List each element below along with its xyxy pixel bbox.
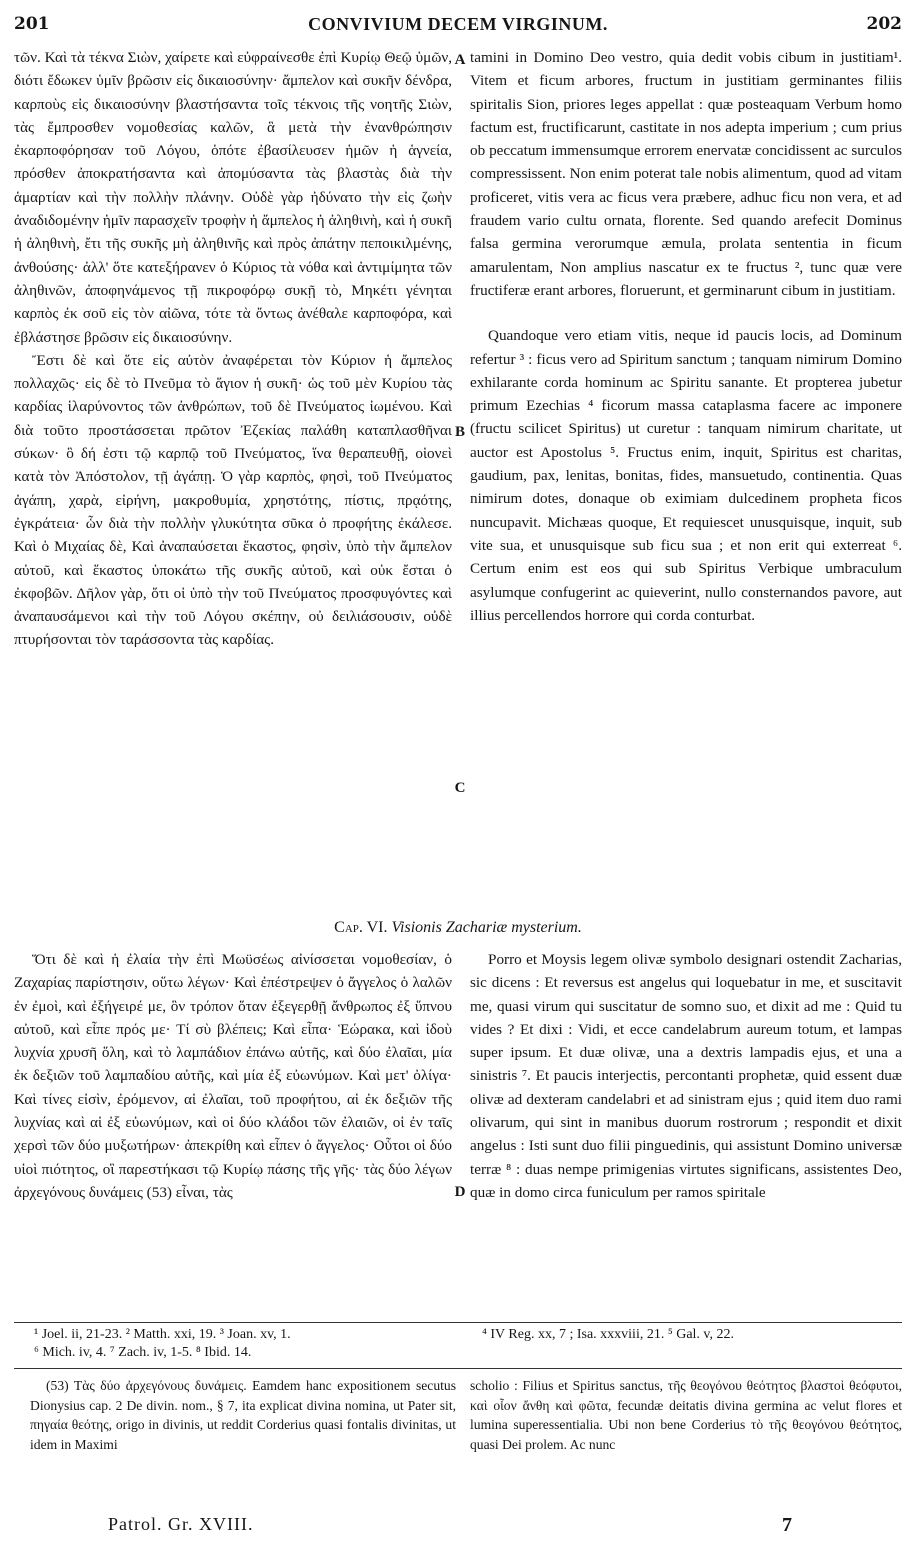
running-header (14, 14, 902, 40)
note-text: (53) Τὰς δύο ἀρχεγόνους δυνάμεις. Eamdem hanc expositionem secutus Dionysius cap. 2 De divin. nom., § 7, ita explicat divina nomina, ut Pater sit, πηγαία θεότης, origo in divinis, ut reddit Corderius quasi fontalis divinitas, ut idem in Maximi (30, 1378, 456, 1452)
notes-rule (14, 1368, 902, 1369)
latin-column-top (470, 46, 902, 914)
series-label: Patrol. Gr. XVIII. (108, 1514, 254, 1534)
signature-mark: 7 (782, 1514, 793, 1536)
note-53-left (30, 1376, 456, 1454)
greek-paragraph: τῶν. Καὶ τὰ τέκνα Σιὼν, χαίρετε καὶ εὐφραίνεσθε ἐπὶ Κυρίῳ Θεῷ ὑμῶν, διότι ἔδωκεν ὑμῖν βρῶσιν εἰς δικαιοσύνην· ἄμπελον καὶ συκῆν δένδρα, καρποὺς εἰς δικαιοσύνην βλαστήσαντα τοῖς τέκνοις τῆς νοητῆς Σιὼν, τὰς ἔμπροσθεν νομοθεσίας καλῶν, ἃ μετὰ τὴν ἐνανθρώπησιν ἐκαρποφόρησαν τοῦ Λόγου, ὁπότε ἐβασίλευσεν ἡμῶν ἡ ἁγνεία, πρόσθεν ἀποκρατήσαντα καὶ ἀπομύσαντα τὰς βλαστὰς διὰ τὴν ἁμαρτίαν καὶ τὴν πολλὴν πλάνην. Οὐδὲ γὰρ ἠδύνατο τὴν εἰς ζωὴν ἀναδιδομένην ἡμῖν παρασχεῖν τροφὴν ἡ ἄμπελος ἡ ἀληθινὴ, καὶ ἡ συκῆ ἡ ἀληθινὴ, ἔτι τῆς συκῆς μὴ ἀληθινῆς καὶ πρὸς ἀπάτην πεποικιλμένης, ἀνθούσης· ἀλλ' ὅτε κατεξήρανεν ὁ Κύριος τὰ νόθα καὶ ἀντιμίμητα τῶν ἀληθινῶν, ἀποφηνάμενος τῇ πικροφόρῳ συκῇ τὸ, Μηκέτι γένηται καρπὸς ἐκ σοῦ εἰς τὸν αἰῶνα, τότε τὰ ὄντως ἀνέθαλε καρποφόρα, καὶ ἐβλάστησε βρῶσιν εἰς δικαιοσύνην. (14, 49, 452, 346)
note-text: scholio : Filius et Spiritus sanctus, τῆς θεογόνου θεότητος βλαστοὶ θεόφυτοι, καὶ οἷον ἄνθη καὶ φῶτα, fecundæ deitatis divina germina ac velut flores et lumina superessentialia. Ubi non bene Corderius τὸ τῆς θεογόνου θεότητος, quasi Dei prolem. Ac nunc (470, 1378, 902, 1452)
greek-paragraph: Ὅτι δὲ καὶ ἡ ἐλαία τὴν ἐπὶ Μωϋσέως αἰνίσσεται νομοθεσίαν, ὁ Ζαχαρίας παρίστησιν, οὕτω λέγων· Καὶ ἐπέστρεψεν ὁ ἄγγελος ὁ λαλῶν ἐν ἐμοὶ, καὶ ἐξήγειρέ με, ὃν τρόπον ὅταν ἐξεγερθῇ ἄνθρωπος ἐξ ὕπνου αὐτοῦ, καὶ εἶπε πρός με· Τί σὺ βλέπεις; Καὶ εἶπα· Ἑώρακα, καὶ ἰδοὺ λυχνία χρυσῆ ὅλη, καὶ τὸ λαμπάδιον ἐπάνω αὐτῆς, καὶ δύο ἐλαῖαι, μία ἐκ δεξιῶν τοῦ λαμπαδίου αὐτῆς, καὶ μία ἐξ εὐωνύμων. Καὶ μετ' ὀλίγα· Καὶ τίνες εἰσὶν, ἐρόμενον, αἱ ἐλαῖαι, τοῦ προφήτου, αἱ ἐκ δεξιῶν τῆς λυχνίας καὶ αἱ ἐξ εὐωνύμων, καὶ οἱ δύο κλάδοι τῶν ἐλαιῶν, οἱ ἐν ταῖς χερσὶ τῶν δύο μυξωτήρων· ἀπεκρίθη καὶ εἶπεν ὁ ἄγγελος· Οὗτοι οἱ δύο υἱοὶ πιότητος, οἳ παρεστήκασι τῷ Κυρίῳ πάσης τῆς γῆς· τὰς δύο λέγων ἀρχεγόνους δυνάμεις (53) εἶναι, τὰς (14, 951, 452, 1201)
chapter-heading (14, 919, 902, 937)
latin-paragraph: tamini in Domino Deo vestro, quia dedit vobis cibum in justitiam¹. Vitem et ficum arbores, fructum in justitiam germinantes filiis spiritalis Sion, priores leges appellat : quæ posteaquam Verbum homo factum est, fructificarunt, castitate in nos adepta imperium ; cum prius ob peccatum immensumque errorem enervatæ concidissent ac surculos compressissent. Non enim poterat tale nobis alimentum, quod ad vitam proficeret, vitis vera ac ficus vera præbere, adhuc ficu non vera, et ad fraudem vario cultu ornata, florente. Sed quando arefecit Dominus falsa germina verorumque æmula, prolata sententia in ficum amarulentam, Non amplius nascatur ex te fructus ², tunc quæ vere fructiferæ erant arbores, floruerunt, et germinarunt cibum in justitiam. (470, 49, 902, 299)
note-53-right (470, 1376, 902, 1454)
greek-paragraph: Ἔστι δὲ καὶ ὅτε εἰς αὐτὸν ἀναφέρεται τὸν Κύριον ἡ ἄμπελος πολλαχῶς· εἰς δὲ τὸ Πνεῦμα τὸ ἅγιον ἡ συκῆ· ὡς τοῦ μὲν Κυρίου τὰς καρδίας ἱλαρύνοντος τῶν ἀνθρώπων, τοῦ δὲ Πνεύματος ἰωμένου. Καὶ διὰ τοῦτο προστάσσεται πρῶτον Ἐζεκίας παλάθη καταπλασθῆναι σύκων· ὃ δή ἐστι τῷ καρπῷ τοῦ Πνεύματος, ἵνα θεραπευθῇ, οἱονεὶ κατὰ τὸν Ἀπόστολον, τῇ ἀγάπῃ. Ὁ γὰρ καρπὸς, φησὶ, τοῦ Πνεύματος ἀγάπη, χαρὰ, εἰρήνη, μακροθυμία, χρηστότης, πίστις, πρᾳότης, ἐγκράτεια· ὧν διὰ τὴν πολλὴν γλυκύτητα σῦκα ὁ προφήτης ἐκάλεσε. Καὶ ὁ Μιχαίας δὲ, Καὶ ἀναπαύσεται ἕκαστος, φησὶν, ὑπὸ τὴν ἄμπελον αὐτοῦ, καὶ ἕκαστος ὑποκάτω τῆς συκῆς αὐτοῦ, καὶ οὐκ ἔσται ὁ ἐκφοβῶν. Δῆλον γὰρ, ὅτι οἱ ὑπὸ τὴν τοῦ Πνεύματος προσφυγόντες καὶ ἀναπαυσάμενοι καὶ τὴν τοῦ Λόγου σκέπην, οὐ δειλιάσουσιν, οὐδὲ πτυρήσονται τὸν ταράσσοντα τὰς καρδίας. (14, 351, 452, 649)
margin-marker-a: A (454, 52, 466, 68)
margin-marker-b: B (454, 424, 465, 440)
greek-column-top (14, 46, 452, 914)
margin-marker-c: C (454, 780, 466, 796)
footnote-rule (14, 1322, 902, 1323)
latin-paragraph: Porro et Moysis legem olivæ symbolo designari ostendit Zacharias, sic dicens : Et reversus est angelus qui loquebatur in me, et suscitavit me, quasi virum qui suscitatur de somno suo, et dixit ad me : Quid tu vides ? Et dixi : Vidi, et ecce candelabrum aureum totum, et lampas super ipsum. Et duæ olivæ, una a dextris lampadis ejus, et una a sinistris ⁷. Et paucis interjectis, percontanti prophetæ, quid essent duæ olivæ ad dexteram candelabri et ad sinistram ejus ; quid item duo rami olivarum, qui sint in manibus duorum rostrorum ; respondit et dixit angelus : Isti sunt duo filii pinguedinis, qui assistunt Domino universæ terræ ⁸ : duas nempe primigenias virtutes significans, assistentes Deo, quæ in domo circa funiculum per ramos spiritale (470, 951, 902, 1201)
latin-column-bottom (470, 948, 902, 1318)
left-page-number: 201 (14, 14, 50, 34)
greek-column-bottom (14, 948, 452, 1318)
chapter-title: Visionis Zachariæ mysterium. (391, 919, 582, 936)
latin-paragraph: Quandoque vero etiam vitis, neque id paucis locis, ad Dominum refertur ³ : ficus vero ad Spiritum sanctum ; tanquam nimirum Domino exhilarante corda hominum ac Spiritu sanante. Et propterea jubetur primum Ezechias ⁴ ficorum massa cataplasma facere ac imponere (fructu scilicet Spiritus) ut curetur : tanquam nimirum charitate, ut auctor est Apostolus ⁵. Fructus enim, inquit, Spiritus est charitas, gaudium, pax, lenitas, bonitas, fides, mansuetudo, continentia. Quas nimirum dotes, donaque ob eximiam dulcedinem propheta ficos nuncupavit. Michæas quoque, Et requiescet unusquisque, inquit, sub vite sua, et unusquisque sub ficu sua ; et non erit qui exterreat ⁶. Certum enim est eos qui sub Spiritus Verbique umbraculum asylumque confugerint ac quieverint, nullo consternandos pavore, aut illius percellendos horrore qui corda conturbat. (470, 327, 902, 624)
margin-marker-d: D (454, 1184, 466, 1200)
footnote-line: ⁴ IV Reg. xx, 7 ; Isa. xxxviii, 21. ⁵ Gal. v, 22. (482, 1327, 735, 1342)
footnotes-left (34, 1326, 464, 1362)
right-page-number: 202 (866, 14, 902, 34)
footnote-line: ¹ Joel. ii, 21-23. ² Matth. xxi, 19. ³ Joan. xv, 1. (34, 1327, 291, 1342)
footnotes-right (482, 1326, 902, 1344)
chapter-label: Cap. VI. (334, 919, 388, 936)
running-title: CONVIVIUM DECEM VIRGINUM. (308, 14, 608, 34)
footnote-line: ⁶ Mich. iv, 4. ⁷ Zach. iv, 1-5. ⁸ Ibid. 14. (34, 1345, 252, 1360)
